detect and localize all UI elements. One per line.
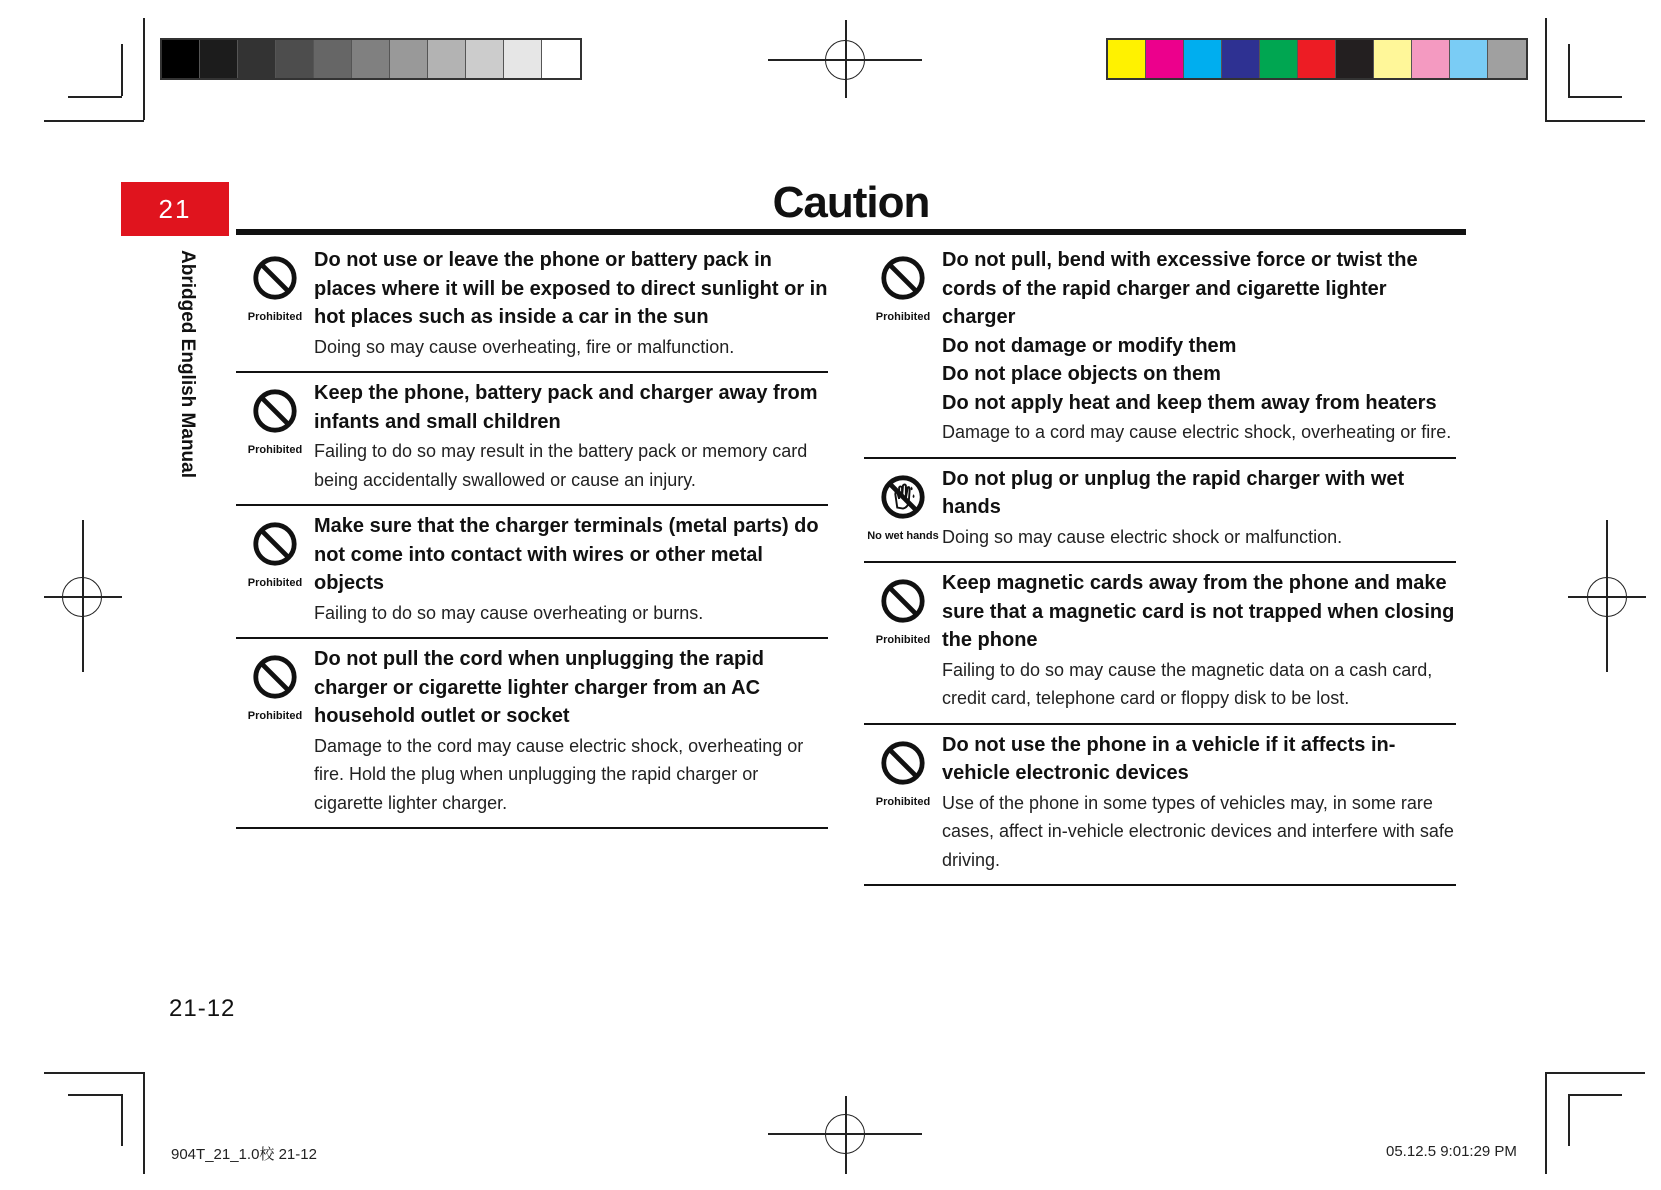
caution-heading-line: Do not pull the cord when unplugging the rapid charger or cigarette lighter charger from an AC household outlet or socket [314,648,764,727]
caution-heading-line: Do not plug or unplug the rapid charger with wet hands [942,467,1405,518]
caution-heading-line: Do not apply heat and keep them away from heaters [942,391,1437,414]
icon-wrap [236,379,314,494]
caution-item [236,240,828,373]
process-color-swatch [1260,40,1298,78]
icon-wrap [864,731,942,875]
title-rule [236,229,1466,235]
caution-content [942,569,1456,713]
caution-heading-line: Do not place objects on them [942,363,1221,385]
gray-swatch [162,40,200,78]
side-label: Abridged English Manual [177,250,198,479]
process-color-swatch [1450,40,1488,78]
icon-wrap [864,465,942,552]
footer-left: 904T_21_1.0校 21-12 [171,1146,317,1163]
icon-label: Prohibited [247,311,303,323]
caution-content [314,379,828,494]
caution-body: Damage to a cord may cause electric shock, overheating or fire. [942,422,1452,442]
icon-wrap [236,246,314,361]
caution-heading-line: Do not damage or modify them [942,334,1237,357]
caution-heading-line: Keep the phone, battery pack and charger away from infants and small children [314,382,818,433]
prohibited-icon [879,577,927,630]
gray-swatch [542,40,580,78]
caution-content [314,512,828,627]
caution-heading [942,246,1456,417]
process-color-swatch [1336,40,1374,78]
gray-swatch [504,40,542,78]
caution-body: Damage to the cord may cause electric shock, overheating or fire. Hold the plug when unplugging the rapid charger or cigarette lighter charger. [314,735,804,813]
caution-heading-line: Do not use the phone in a vehicle if it affects in-vehicle electronic devices [942,733,1396,784]
caution-content [942,246,1456,447]
caution-body: Failing to do so may cause overheating or burns. [314,602,704,623]
no-wet-hands-icon [879,473,927,526]
chapter-tab: 21 [121,182,229,236]
caution-heading [942,731,1456,788]
caution-heading [314,379,828,436]
caution-body: Doing so may cause electric shock or malfunction. [942,526,1343,547]
process-color-swatch [1184,40,1222,78]
icon-label: Prohibited [247,577,303,589]
caution-content [942,465,1456,552]
icon-label: No wet hands [867,529,939,542]
icon-label: Prohibited [875,795,931,808]
prohibited-icon [251,254,299,307]
caution-heading [314,246,828,332]
prohibited-icon [879,254,927,307]
caution-body: Failing to do so may result in the battery pack or memory card being accidentally swallowed or cause an injury. [314,441,808,490]
footer-right: 05.12.5 9:01:29 PM [1386,1143,1517,1160]
prohibited-icon [251,653,299,706]
gray-swatch [238,40,276,78]
caution-content [314,246,828,361]
process-color-bar [1106,38,1528,80]
caution-heading [314,512,828,598]
caution-column-right [864,240,1456,886]
icon-wrap [864,569,942,713]
caution-item [236,373,828,506]
gray-swatch [390,40,428,78]
prohibited-icon [251,387,299,440]
gray-swatch [200,40,238,78]
process-color-swatch [1298,40,1336,78]
process-color-swatch [1222,40,1260,78]
icon-label: Prohibited [247,444,303,456]
prohibited-icon [879,739,927,792]
caution-item [864,240,1456,459]
caution-body: Failing to do so may cause the magnetic data on a cash card, credit card, telephone card or floppy disk to be lost. [942,659,1433,708]
caution-heading-line: Do not use or leave the phone or battery pack in places where it will be exposed to direct sunlight or in hot places such as inside a car in the sun [314,249,828,328]
caution-heading-line: Make sure that the charger terminals (metal parts) do not come into contact with wires or other metal objects [314,515,819,594]
caution-body: Use of the phone in some types of vehicles may, in some rare cases, affect in-vehicle electronic devices and interfere with safe driving. [942,792,1454,870]
icon-wrap [236,645,314,817]
gray-swatch [466,40,504,78]
icon-label: Prohibited [247,710,303,722]
icon-label: Prohibited [875,634,931,646]
caution-body: Doing so may cause overheating, fire or malfunction. [314,336,735,357]
caution-item [864,725,1456,887]
caution-heading-line: Keep magnetic cards away from the phone and make sure that a magnetic card is not trapped when closing the phone [942,572,1455,651]
gray-swatch [428,40,466,78]
caution-content [942,731,1456,875]
gray-swatch [352,40,390,78]
page-number: 21-12 [169,995,236,1022]
page-title: Caution [772,178,930,227]
caution-heading-line: Do not pull, bend with excessive force or twist the cords of the rapid charger and cigarette lighter charger [942,249,1418,328]
process-color-swatch [1488,40,1526,78]
process-color-swatch [1146,40,1184,78]
caution-item [236,506,828,639]
process-color-swatch [1412,40,1450,78]
process-color-swatch [1108,40,1146,78]
caution-item [236,639,828,829]
caution-heading [942,465,1456,522]
caution-heading [942,569,1456,655]
caution-content [314,645,828,817]
grayscale-color-bar [160,38,582,80]
gray-swatch [314,40,352,78]
icon-wrap [864,246,942,447]
gray-swatch [276,40,314,78]
caution-heading [314,645,828,731]
caution-item [864,459,1456,564]
icon-label: Prohibited [875,311,931,323]
caution-column-left [236,240,828,829]
prohibited-icon [251,520,299,573]
caution-item [864,563,1456,725]
process-color-swatch [1374,40,1412,78]
icon-wrap [236,512,314,627]
